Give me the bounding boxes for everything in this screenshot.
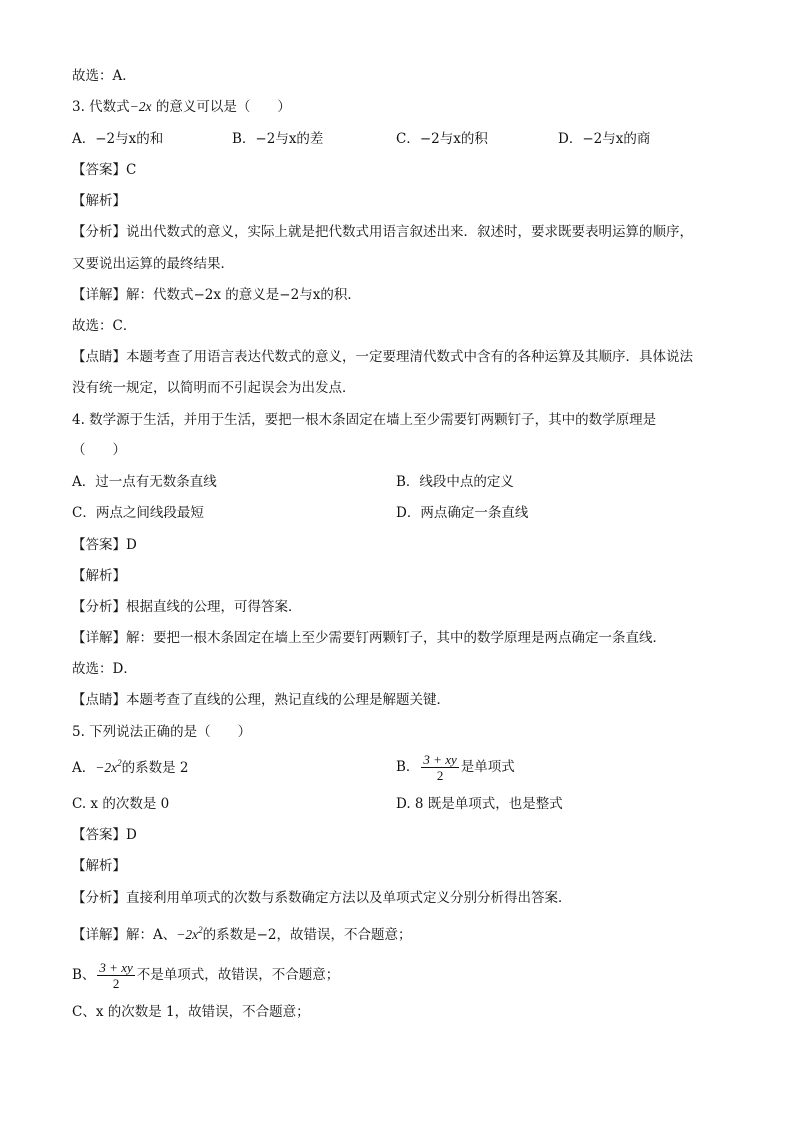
dianjing-tag: 【点睛】 [72, 349, 126, 365]
q4-jiexi-tag: 【解析】 [72, 568, 126, 584]
q5-xiangjie [72, 925, 734, 945]
q5-option-b [396, 750, 515, 784]
q4-fenxi [72, 597, 734, 617]
q3-dianjing-cont: 没有统一规定，以简明而不引起误会为出发点． [72, 380, 356, 396]
q3-jiexi-tag: 【解析】 [72, 193, 126, 209]
xiangjie-exponent: 2 [198, 925, 203, 935]
q4-option-b: B．线段中点的定义 [396, 474, 514, 490]
xiangjie-suffix: 的系数是−2，故错误，不合题意； [202, 927, 412, 943]
fraction-numerator: 3 + xy [99, 960, 133, 975]
q3-xiangjie [72, 285, 734, 305]
q3-stem-expr: −2x [129, 99, 152, 114]
q3-guxuan: 故选：C． [72, 318, 137, 334]
q3-stem-prefix: 3. 代数式 [72, 99, 130, 115]
q4-xiangjie [72, 628, 734, 648]
xiangjie-tag: 【详解】 [72, 287, 126, 303]
q4-option-a: A．过一点有无数条直线 [72, 474, 217, 490]
fraction-numerator: 3 + xy [423, 752, 457, 767]
q3-answer [72, 160, 734, 180]
q4-option-d: D．两点确定一条直线 [396, 505, 529, 521]
option-a-text: 的系数是 2 [121, 760, 189, 776]
q3-stem-suffix: 的意义可以是（ ） [151, 99, 291, 115]
q3-option-c: C．−2与x的积 [396, 131, 488, 147]
q5-detail-c: C、x 的次数是 1，故错误，不合题意； [72, 1004, 310, 1020]
fraction-3-plus-xy-over-2 [421, 752, 458, 783]
fenxi-tag: 【分析】 [72, 224, 126, 240]
fraction-denominator: 2 [112, 976, 120, 991]
detail-b-label: B、 [72, 967, 96, 983]
dianjing-text: 本题考查了用语言表达代数式的意义，一定要理清代数式中含有的各种运算及其顺序．具体说法 [126, 349, 693, 365]
answer-value: D [126, 537, 137, 553]
question-5-stem: 5. 下列说法正确的是（ ） [72, 724, 252, 740]
xiangjie-text: 解：代数式−2x 的意义是−2与x的积． [126, 287, 361, 303]
fenxi-text: 直接利用单项式的次数与系数确定方法以及单项式定义分别分析得出答案． [126, 890, 572, 906]
detail-b-text: 不是单项式，故错误，不合题意； [136, 967, 340, 983]
option-label: B． [396, 759, 420, 775]
q4-option-c: C．两点之间线段最短 [72, 505, 204, 521]
question-4-stem-paren: （ ） [72, 442, 126, 458]
fenxi-text: 说出代数式的意义，实际上就是把代数式用语言叙述出来．叙述时，要求既要表明运算的顺序， [126, 224, 693, 240]
answer-tag: 【答案】 [72, 162, 126, 178]
answer-value: D [126, 827, 137, 843]
option-a-expr: −2x [95, 760, 118, 775]
xiangjie-prefix: 解：A、 [126, 927, 177, 943]
fenxi-tag: 【分析】 [72, 599, 126, 615]
fenxi-tag: 【分析】 [72, 890, 126, 906]
fenxi-text: 根据直线的公理，可得答案． [126, 599, 302, 615]
q3-fenxi-cont: 又要说出运算的最终结果． [72, 256, 234, 272]
q4-guxuan: 故选：D． [72, 661, 137, 677]
q3-option-d: D．−2与x的商 [558, 131, 651, 147]
xiangjie-tag: 【详解】 [72, 927, 126, 943]
dianjing-tag: 【点睛】 [72, 692, 126, 708]
question-4-stem: 4. 数学源于生活，并用于生活，要把一根木条固定在墙上至少需要钉两颗钉子，其中的数学原理是 [72, 412, 657, 428]
option-b-text: 是单项式 [460, 759, 515, 775]
fraction-3-plus-xy-over-2 [97, 960, 134, 991]
answer-tag: 【答案】 [72, 537, 126, 553]
q3-option-a: A．−2与x的和 [72, 131, 164, 147]
xiangjie-text: 解：要把一根木条固定在墙上至少需要钉两颗钉子，其中的数学原理是两点确定一条直线． [126, 630, 666, 646]
previous-conclusion: 故选：A． [72, 68, 136, 84]
q5-fenxi [72, 888, 734, 908]
q3-option-b: B．−2与x的差 [232, 131, 324, 147]
question-3-stem [72, 97, 734, 117]
q5-option-c: C. x 的次数是 0 [72, 796, 170, 812]
answer-tag: 【答案】 [72, 827, 126, 843]
xiangjie-expr: −2x [176, 927, 199, 942]
dianjing-text: 本题考查了直线的公理，熟记直线的公理是解题关键． [126, 692, 450, 708]
fraction-denominator: 2 [436, 768, 444, 783]
q5-detail-b [72, 958, 734, 992]
q3-dianjing [72, 347, 734, 367]
answer-value: C [126, 162, 137, 178]
q4-dianjing [72, 690, 734, 710]
q5-answer [72, 825, 734, 845]
q4-answer [72, 535, 734, 555]
q5-jiexi-tag: 【解析】 [72, 858, 126, 874]
option-label: A． [72, 760, 96, 776]
xiangjie-tag: 【详解】 [72, 630, 126, 646]
q5-option-a [72, 758, 189, 778]
q5-option-d: D. 8 既是单项式，也是整式 [396, 796, 563, 812]
option-a-exponent: 2 [117, 758, 122, 768]
q3-fenxi [72, 222, 734, 242]
